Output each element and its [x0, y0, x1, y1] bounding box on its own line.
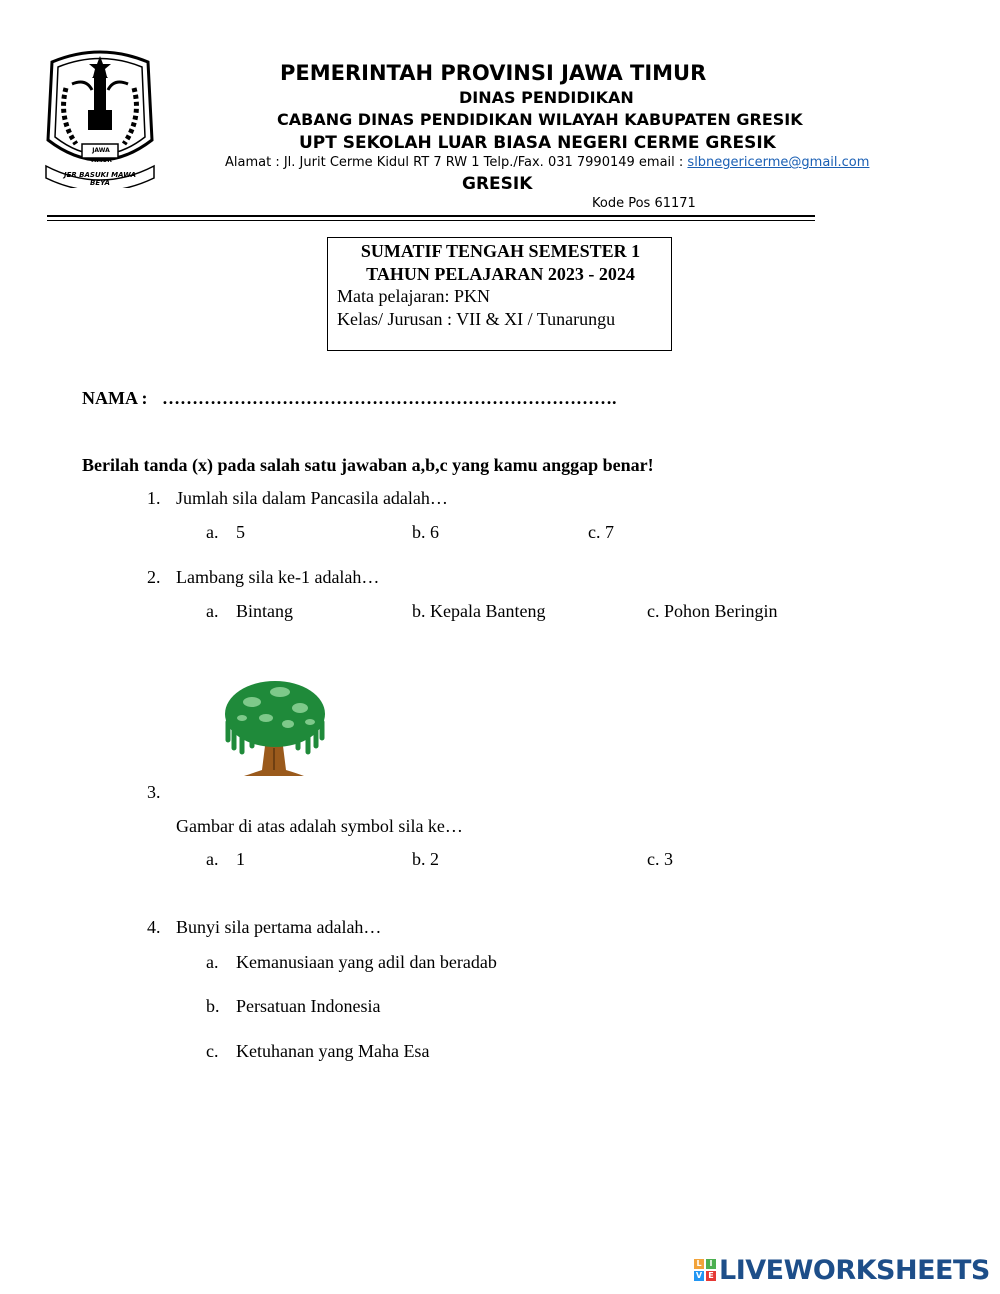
q4-option-a-letter: a.	[206, 952, 219, 972]
question-2-text: Lambang sila ke-1 adalah…	[176, 567, 380, 587]
q4-option-c-letter: c.	[206, 1041, 219, 1061]
q2-option-b[interactable]: b. Kepala Banteng	[412, 601, 546, 621]
question-1-text: Jumlah sila dalam Pancasila adalah…	[176, 488, 448, 508]
liveworksheets-logo[interactable]	[694, 1256, 990, 1286]
letterhead-rule-thick	[47, 215, 815, 217]
exam-subject: Mata pelajaran: PKN	[337, 286, 490, 306]
question-4-text: Bunyi sila pertama adalah…	[176, 917, 382, 937]
q4-option-b[interactable]: Persatuan Indonesia	[236, 996, 381, 1016]
q3-option-b[interactable]: b. 2	[412, 849, 439, 869]
name-field[interactable]	[82, 388, 617, 409]
q3-option-a[interactable]: 1	[236, 849, 245, 869]
liveworksheets-wordmark: LIVEWORKSHEETS	[719, 1255, 990, 1286]
email-link[interactable]: slbnegericerme@gmail.com	[687, 155, 870, 170]
provincial-emblem	[42, 48, 158, 188]
header-school: UPT SEKOLAH LUAR BIASA NEGERI CERME GRESIK	[299, 133, 776, 153]
q1-option-a[interactable]: 5	[236, 522, 245, 542]
q4-option-a[interactable]: Kemanusiaan yang adil dan beradab	[236, 952, 497, 972]
exam-class: Kelas/ Jurusan : VII & XI / Tunarungu	[337, 309, 616, 329]
question-1-number: 1.	[147, 488, 161, 508]
address-text: Alamat : Jl. Jurit Cerme Kidul RT 7 RW 1 Telp./Fax. 031 7990149 email :	[225, 155, 688, 170]
banyan-tree-image	[222, 678, 328, 778]
exam-info-box	[327, 237, 672, 351]
q4-option-b-letter: b.	[206, 996, 220, 1016]
q1-option-b[interactable]: b. 6	[412, 522, 439, 542]
name-label: NAMA :	[82, 388, 148, 408]
q4-option-c[interactable]: Ketuhanan yang Maha Esa	[236, 1041, 430, 1061]
q2-option-a-letter: a.	[206, 601, 219, 621]
live-badge-icon	[694, 1259, 716, 1281]
badge-letter-i: I	[706, 1259, 716, 1269]
q1-option-a-letter: a.	[206, 522, 219, 542]
header-department: DINAS PENDIDIKAN	[459, 88, 634, 107]
q3-option-a-letter: a.	[206, 849, 219, 869]
q2-option-a[interactable]: Bintang	[236, 601, 293, 621]
badge-letter-e: E	[706, 1271, 716, 1281]
header-postal-code: Kode Pos 61171	[592, 196, 696, 211]
exam-year: TAHUN PELAJARAN 2023 - 2024	[366, 264, 635, 284]
question-3-number: 3.	[147, 782, 161, 802]
header-province: PEMERINTAH PROVINSI JAWA TIMUR	[280, 61, 707, 85]
badge-letter-v: V	[695, 1271, 703, 1280]
emblem-label-top: JAWA TIMUR	[90, 147, 112, 164]
question-3-text: Gambar di atas adalah symbol sila ke…	[176, 816, 463, 836]
header-address	[225, 155, 869, 170]
instruction-text: Berilah tanda (x) pada salah satu jawaban a,b,c yang kamu anggap benar!	[82, 455, 654, 475]
q3-option-c[interactable]: c. 3	[647, 849, 673, 869]
q2-option-c[interactable]: c. Pohon Beringin	[647, 601, 778, 621]
letterhead-rule-thin	[47, 220, 815, 221]
q1-option-c[interactable]: c. 7	[588, 522, 614, 542]
question-2-number: 2.	[147, 567, 161, 587]
exam-title: SUMATIF TENGAH SEMESTER 1	[360, 241, 641, 261]
question-4-number: 4.	[147, 917, 161, 937]
name-dots: ………………………………………………………………….	[162, 388, 617, 408]
emblem-motto: JER BASUKI MAWA BEYA	[63, 171, 137, 187]
badge-letter-l: L	[694, 1259, 704, 1269]
header-city: GRESIK	[462, 174, 533, 194]
header-branch: CABANG DINAS PENDIDIKAN WILAYAH KABUPATEN GRESIK	[277, 110, 803, 129]
